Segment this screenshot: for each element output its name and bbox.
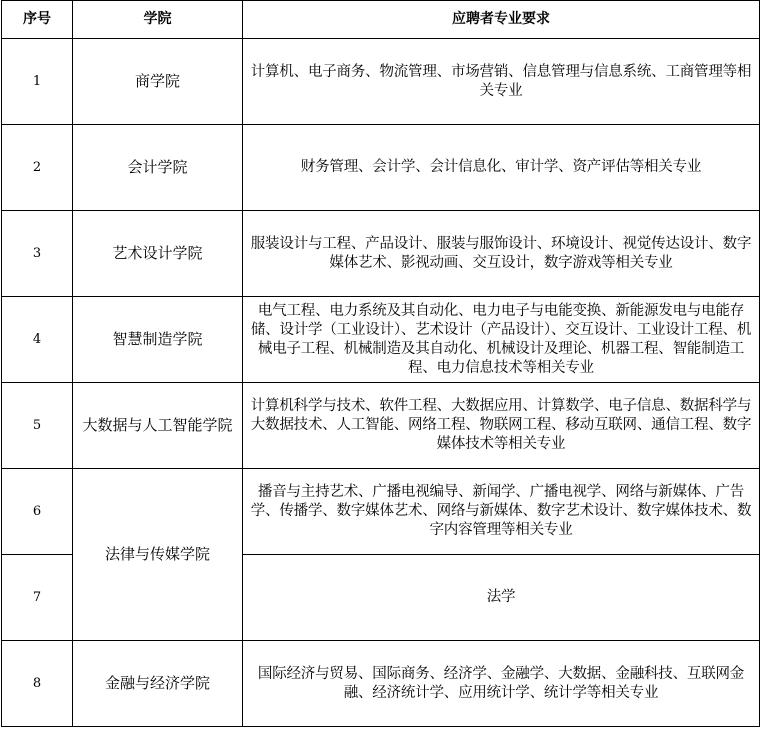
header-index: 序号 [2,1,73,39]
row-college: 金融与经济学院 [73,641,243,727]
row-index: 5 [2,383,73,469]
row-requirement: 播音与主持艺术、广播电视编导、新闻学、广播电视学、网络与新媒体、广告学、传播学、数字媒体艺术、网络与新媒体、数字艺术设计、数字媒体技术、数字内容管理等相关专业 [243,469,760,555]
row-index: 3 [2,211,73,297]
row-college: 艺术设计学院 [73,211,243,297]
table-row [2,383,760,469]
table-row [2,641,760,727]
table-row [2,39,760,125]
row-index: 1 [2,39,73,125]
table-row [2,125,760,211]
row-college: 大数据与人工智能学院 [73,383,243,469]
header-requirement: 应聘者专业要求 [243,1,760,39]
header-college: 学院 [73,1,243,39]
row-index: 8 [2,641,73,727]
row-college: 商学院 [73,39,243,125]
row-index: 2 [2,125,73,211]
table-row [2,297,760,383]
row-requirement: 电气工程、电力系统及其自动化、电力电子与电能变换、新能源发电与电能存储、设计学（工业设计）、艺术设计（产品设计）、交互设计、工业设计工程、机械电子工程、机械制造及其自动化、机械设计及理论、机器工程、智能制造工程、电力信息技术等相关专业 [243,297,760,383]
row-index: 4 [2,297,73,383]
row-requirement: 法学 [243,555,760,641]
row-index: 7 [2,555,73,641]
table-row [2,211,760,297]
row-requirement: 国际经济与贸易、国际商务、经济学、金融学、大数据、金融科技、互联网金融、经济统计学、应用统计学、统计学等相关专业 [243,641,760,727]
table-row [2,469,760,555]
row-college: 会计学院 [73,125,243,211]
row-index: 6 [2,469,73,555]
row-requirement: 服装设计与工程、产品设计、服装与服饰设计、环境设计、视觉传达设计、数字媒体艺术、影视动画、交互设计，数字游戏等相关专业 [243,211,760,297]
row-requirement: 财务管理、会计学、会计信息化、审计学、资产评估等相关专业 [243,125,760,211]
header-row [2,1,760,39]
row-college: 法律与传媒学院 [73,469,243,641]
row-college: 智慧制造学院 [73,297,243,383]
row-requirement: 计算机、电子商务、物流管理、市场营销、信息管理与信息系统、工商管理等相关专业 [243,39,760,125]
majors-table [1,0,760,727]
row-requirement: 计算机科学与技术、软件工程、大数据应用、计算数学、电子信息、数据科学与大数据技术、人工智能、网络工程、物联网工程、移动互联网、通信工程、数字媒体技术等相关专业 [243,383,760,469]
